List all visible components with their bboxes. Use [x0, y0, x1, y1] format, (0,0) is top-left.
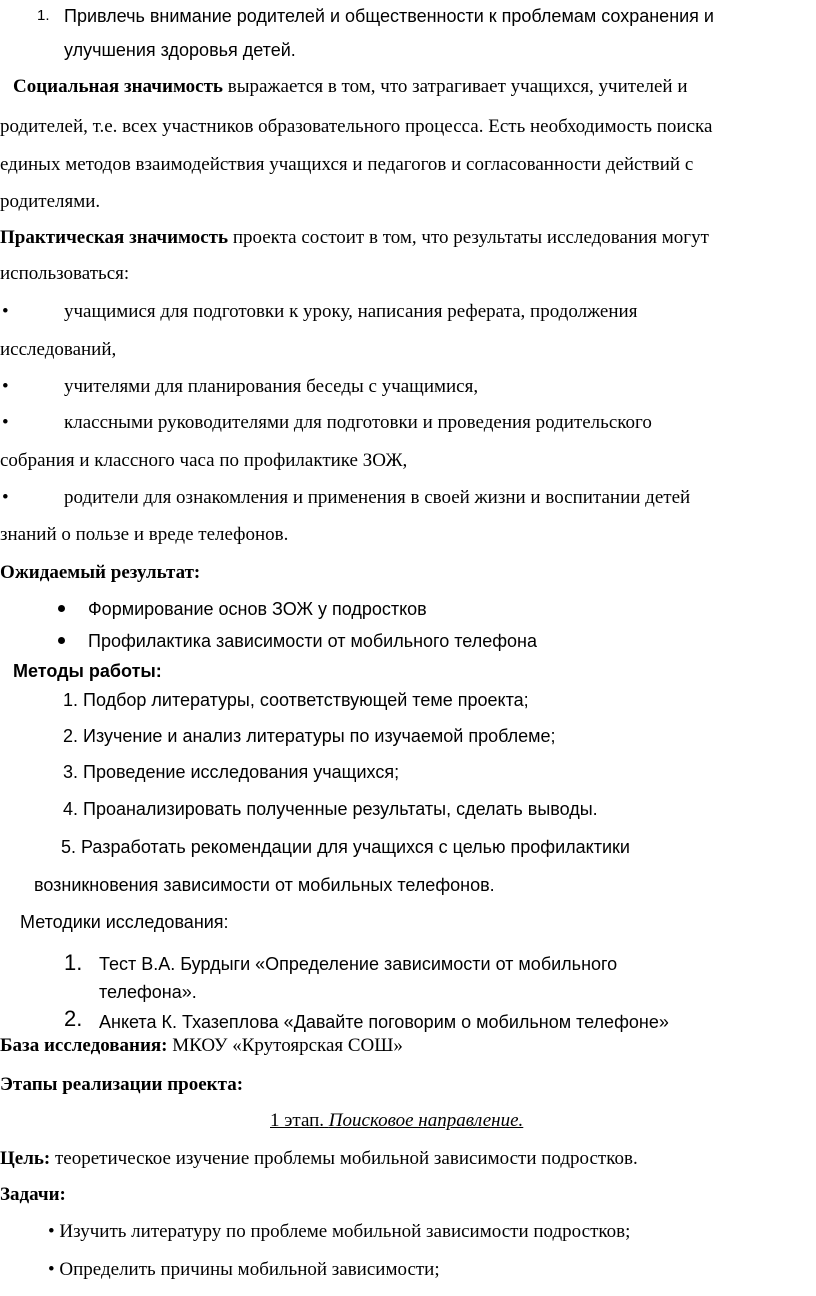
expected-item-1: Формирование основ ЗОЖ у подростков: [58, 597, 427, 621]
list-number: 1.: [37, 7, 50, 24]
bullet-marker: •: [2, 412, 9, 433]
bullet-marker: •: [2, 376, 9, 397]
task-1: • Изучить литературу по проблеме мобильной зависимости подростков;: [48, 1221, 631, 1242]
technique-2: Анкета К. Тхазеплова «Давайте поговорим о мобильном телефоне»: [99, 1012, 669, 1032]
tasks-title: Задачи:: [0, 1184, 66, 1205]
stage-name: Поисковое направление.: [328, 1110, 524, 1131]
social-line1: [13, 75, 688, 99]
expected-item-2: Профилактика зависимости от мобильного телефона: [58, 629, 537, 653]
task-2: • Определить причины мобильной зависимости;: [48, 1259, 440, 1280]
goal-value: теоретическое изучение проблемы мобильной зависимости подростков.: [55, 1148, 638, 1169]
method-5-line2: возникновения зависимости от мобильных телефонов.: [34, 875, 495, 895]
base-value: МКОУ «Крутоярская СОШ»: [172, 1035, 403, 1056]
method-2: 2. Изучение и анализ литературы по изучаемой проблеме;: [63, 726, 556, 746]
technique-1-line2: телефона».: [99, 982, 197, 1002]
practical-bullet-1-line2: исследований,: [0, 339, 117, 360]
base-label: База исследования:: [0, 1035, 168, 1056]
technique-number-2: 2.: [64, 1006, 83, 1031]
goal-item-line1: Привлечь внимание родителей и общественности к проблемам сохранения и: [64, 6, 714, 26]
techniques-title: Методики исследования:: [20, 912, 229, 932]
practical-bullet-4-line1: родители для ознакомления и применения в своей жизни и воспитании детей: [64, 487, 691, 508]
practical-bullet-3-line2: собрания и классного часа по профилактике ЗОЖ,: [0, 450, 408, 471]
methods-title: Методы работы:: [13, 661, 162, 681]
practical-bullet-2: учителями для планирования беседы с учащимися,: [64, 376, 479, 397]
bullet-marker: •: [2, 301, 9, 322]
expected-title: Ожидаемый результат:: [0, 562, 201, 583]
goal-label: Цель:: [0, 1148, 51, 1169]
goal-line: [0, 1147, 638, 1171]
method-4: 4. Проанализировать полученные результаты, сделать выводы.: [63, 799, 598, 819]
base-line: [0, 1034, 403, 1058]
stage-number: 1 этап.: [270, 1110, 325, 1131]
method-3: 3. Проведение исследования учащихся;: [63, 762, 400, 782]
social-label: Социальная значимость: [13, 76, 223, 97]
stages-title: Этапы реализации проекта:: [0, 1074, 244, 1095]
practical-line1: [0, 226, 709, 250]
method-5-line1: 5. Разработать рекомендации для учащихся с целью профилактики: [61, 837, 630, 857]
social-line4: родителями.: [0, 191, 101, 212]
social-line2: родителей, т.е. всех участников образовательного процесса. Есть необходимость поиска: [0, 116, 713, 137]
practical-bullet-4-line2: знаний о пользе и вреде телефонов.: [0, 524, 289, 545]
practical-text-1: проекта состоит в том, что результаты исследования могут: [232, 227, 709, 248]
social-text-1: выражается в том, что затрагивает учащихся, учителей и: [227, 76, 688, 97]
bullet-marker: •: [2, 487, 9, 508]
goal-item-line2: улучшения здоровья детей.: [64, 40, 296, 60]
practical-bullet-3-line1: классными руководителями для подготовки и проведения родительского: [64, 412, 652, 433]
technique-1-line1: Тест В.А. Бурдыги «Определение зависимости от мобильного: [99, 954, 618, 974]
technique-number-1: 1.: [64, 950, 83, 975]
practical-line2: использоваться:: [0, 263, 130, 284]
bullet-dot-icon: [58, 637, 65, 644]
bullet-dot-icon: [58, 605, 65, 612]
social-line3: единых методов взаимодействия учащихся и педагогов и согласованности действий с: [0, 154, 694, 175]
stage-heading: [270, 1109, 523, 1133]
method-1: 1. Подбор литературы, соответствующей теме проекта;: [63, 690, 529, 710]
practical-label: Практическая значимость: [0, 227, 229, 248]
practical-bullet-1-line1: учащимися для подготовки к уроку, написания реферата, продолжения: [64, 301, 638, 322]
